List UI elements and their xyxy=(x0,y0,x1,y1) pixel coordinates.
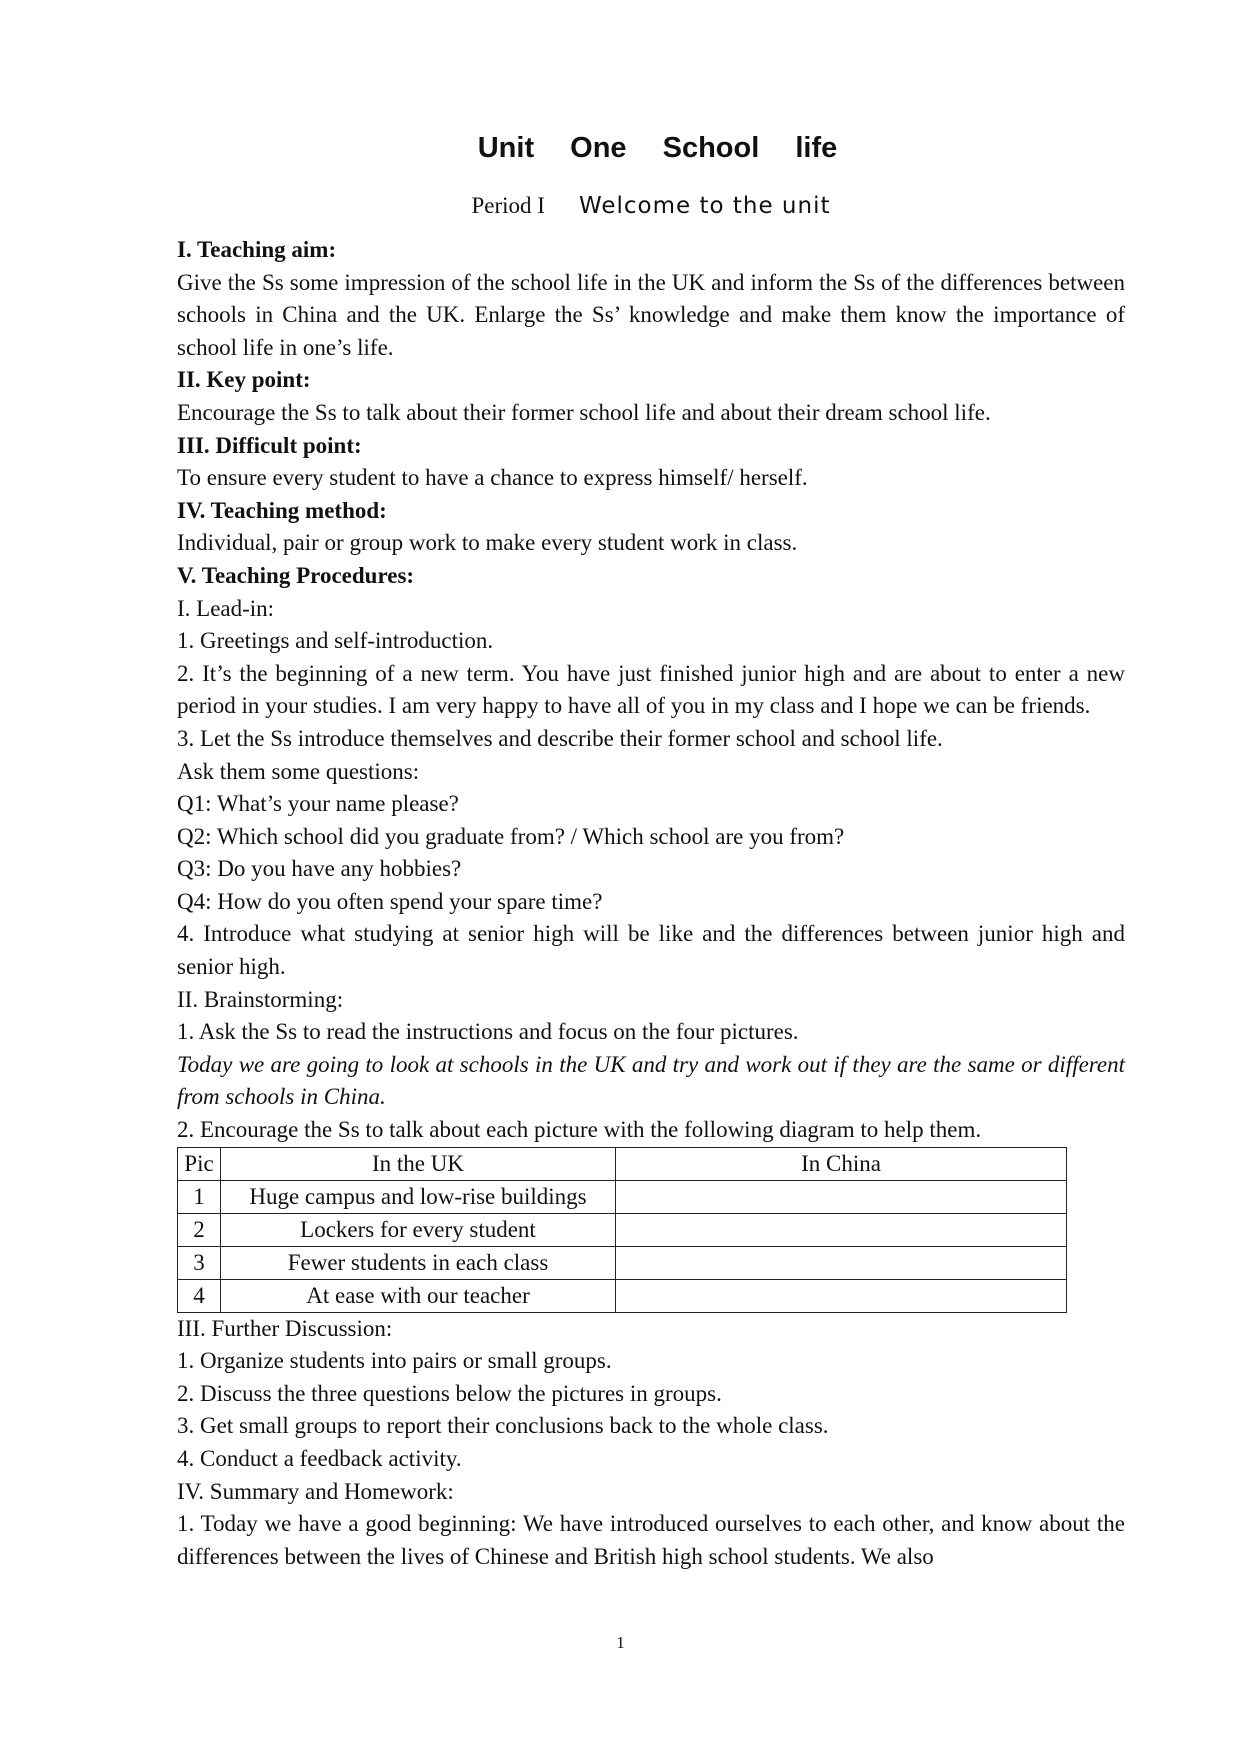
table-cell xyxy=(616,1246,1067,1279)
summary-heading: IV. Summary and Homework: xyxy=(177,1478,454,1504)
comparison-table xyxy=(177,1147,1067,1313)
leadin-step-4: 4. Introduce what studying at senior high will be like and the differences between junior high and senior high. xyxy=(177,921,1125,980)
table-cell: Huge campus and low-rise buildings xyxy=(221,1180,616,1213)
table-row xyxy=(178,1213,1067,1246)
leadin-step-1: 1. Greetings and self-introduction. xyxy=(177,628,494,654)
brainstorm-step-1: 1. Ask the Ss to read the instructions and focus on the four pictures. xyxy=(177,1019,799,1045)
question-1: Q1: What’s your name please? xyxy=(177,791,459,817)
table-cell: 2 xyxy=(178,1213,221,1246)
table-header-cell: In China xyxy=(616,1147,1067,1180)
table-cell xyxy=(616,1213,1067,1246)
document-page xyxy=(177,118,1125,1573)
section-heading-teaching-method: IV. Teaching method: xyxy=(177,497,387,523)
teaching-aim-text: Give the Ss some impression of the school life in the UK and inform the Ss of the differences between schools in China and the UK. Enlarge the Ss’ knowledge and make them know the importance of school life in one’s life. xyxy=(177,269,1125,360)
question-4: Q4: How do you often spend your spare time? xyxy=(177,888,603,914)
table-row xyxy=(178,1180,1067,1213)
section-heading-difficult-point: III. Difficult point: xyxy=(177,432,362,458)
questions-intro: Ask them some questions: xyxy=(177,758,420,784)
table-header-row xyxy=(178,1147,1067,1180)
question-2: Q2: Which school did you graduate from? / Which school are you from? xyxy=(177,823,845,849)
brainstorm-step-2: 2. Encourage the Ss to talk about each picture with the following diagram to help them. xyxy=(177,1117,982,1143)
table-row xyxy=(178,1279,1067,1312)
table-cell: At ease with our teacher xyxy=(221,1279,616,1312)
table-cell: 4 xyxy=(178,1279,221,1312)
brainstorm-heading: II. Brainstorming: xyxy=(177,986,344,1012)
table-header-cell: In the UK xyxy=(221,1147,616,1180)
summary-step-1: 1. Today we have a good beginning: We have introduced ourselves to each other, and know about the differences between the lives of Chinese and British high school students. We also xyxy=(177,1511,1125,1569)
table-cell: 3 xyxy=(178,1246,221,1279)
further-step-4: 4. Conduct a feedback activity. xyxy=(177,1446,462,1471)
table-cell: Lockers for every student xyxy=(221,1213,616,1246)
further-step-1: 1. Organize students into pairs or small groups. xyxy=(177,1348,612,1374)
leadin-step-2: 2. It’s the beginning of a new term. You have just finished junior high and are about to enter a new period in your studies. I am very happy to have all of you in my class and I hope we can be friends. xyxy=(177,660,1125,719)
further-step-3: 3. Get small groups to report their conclusions back to the whole class. xyxy=(177,1413,829,1439)
further-heading: III. Further Discussion: xyxy=(177,1315,393,1341)
period-title xyxy=(177,178,1125,234)
table-header-cell: Pic xyxy=(178,1147,221,1180)
period-name: Welcome to the unit xyxy=(578,193,831,219)
section-heading-key-point: II. Key point: xyxy=(177,367,311,393)
period-label: Period I xyxy=(471,193,545,218)
further-step-2: 2. Discuss the three questions below the pictures in groups. xyxy=(177,1380,722,1406)
difficult-point-text: To ensure every student to have a chance to express himself/ herself. xyxy=(177,465,808,491)
page-number: 1 xyxy=(616,1633,625,1652)
brainstorm-italic-note: Today we are going to look at schools in the UK and try and work out if they are the same or different from schools in China. xyxy=(177,1051,1125,1110)
table-cell: Fewer students in each class xyxy=(221,1246,616,1279)
unit-title: Unit One School life xyxy=(477,132,838,164)
table-cell xyxy=(616,1180,1067,1213)
section-heading-procedures: V. Teaching Procedures: xyxy=(177,562,415,588)
table-cell: 1 xyxy=(178,1180,221,1213)
key-point-text: Encourage the Ss to talk about their former school life and about their dream school life. xyxy=(177,399,991,425)
section-heading-teaching-aim: I. Teaching aim: xyxy=(177,237,337,262)
question-3: Q3: Do you have any hobbies? xyxy=(177,856,462,882)
table-row xyxy=(178,1246,1067,1279)
table-cell xyxy=(616,1279,1067,1312)
leadin-step-3: 3. Let the Ss introduce themselves and describe their former school and school life. xyxy=(177,725,943,751)
leadin-heading: I. Lead-in: xyxy=(177,595,275,621)
teaching-method-text: Individual, pair or group work to make every student work in class. xyxy=(177,530,798,556)
